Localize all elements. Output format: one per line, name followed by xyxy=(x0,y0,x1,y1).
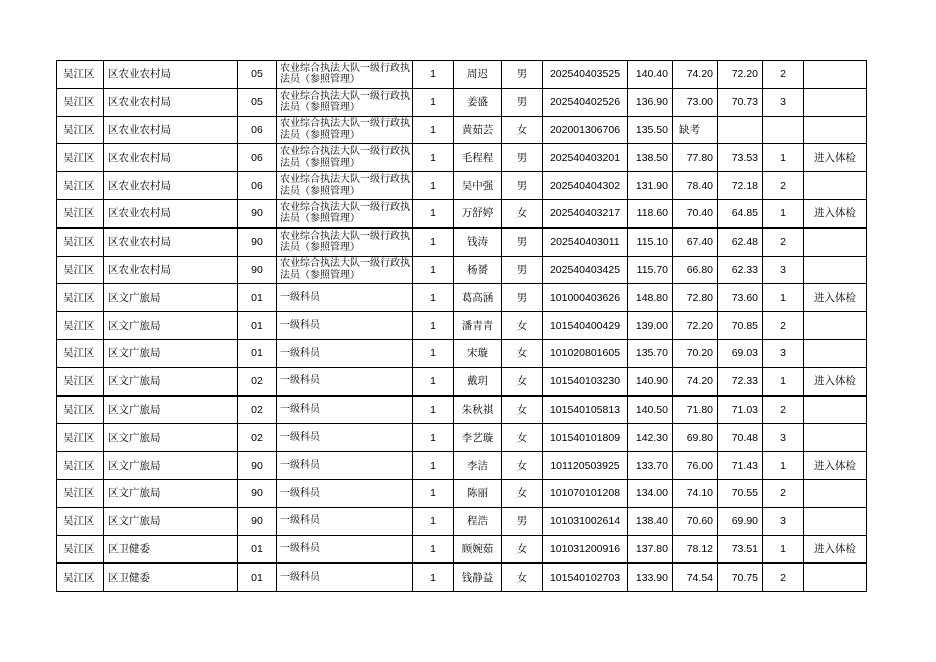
department-cell: 区卫健委 xyxy=(104,563,238,591)
remark-cell xyxy=(804,424,867,452)
hire-count-cell: 1 xyxy=(413,312,454,340)
written-score-cell: 138.50 xyxy=(628,144,673,172)
remark-cell xyxy=(804,507,867,535)
remark-cell: 进入体检 xyxy=(804,452,867,480)
table-row xyxy=(57,172,867,200)
district-cell: 吴江区 xyxy=(57,312,104,340)
candidate-name-cell: 葛高涵 xyxy=(454,284,502,312)
hire-count-cell: 1 xyxy=(413,199,454,227)
table-row xyxy=(57,312,867,340)
written-score-cell: 134.00 xyxy=(628,479,673,507)
exam-id-cell: 101031002614 xyxy=(543,507,628,535)
position-name-cell: 一级科员 xyxy=(277,367,413,395)
remark-cell xyxy=(804,563,867,591)
district-cell: 吴江区 xyxy=(57,535,104,563)
exam-id-cell: 101000403626 xyxy=(543,284,628,312)
department-cell: 区文广旅局 xyxy=(104,284,238,312)
department-cell: 区文广旅局 xyxy=(104,367,238,395)
department-cell: 区农业农村局 xyxy=(104,144,238,172)
gender-cell: 男 xyxy=(502,256,543,284)
total-score-cell: 72.18 xyxy=(718,172,763,200)
position-code-cell: 01 xyxy=(238,312,277,340)
interview-score-cell: 70.20 xyxy=(673,339,718,367)
table-row xyxy=(57,535,867,563)
remark-cell xyxy=(804,61,867,89)
gender-cell: 男 xyxy=(502,61,543,89)
interview-score-cell: 66.80 xyxy=(673,256,718,284)
remark-cell xyxy=(804,339,867,367)
position-name-cell: 一级科员 xyxy=(277,563,413,591)
gender-cell: 男 xyxy=(502,172,543,200)
rank-cell: 2 xyxy=(763,396,804,424)
rank-cell: 2 xyxy=(763,61,804,89)
district-cell: 吴江区 xyxy=(57,507,104,535)
department-cell: 区文广旅局 xyxy=(104,396,238,424)
candidate-name-cell: 戴玥 xyxy=(454,367,502,395)
position-code-cell: 05 xyxy=(238,88,277,116)
remark-cell: 进入体检 xyxy=(804,535,867,563)
district-cell: 吴江区 xyxy=(57,172,104,200)
exam-id-cell: 101120503925 xyxy=(543,452,628,480)
written-score-cell: 133.70 xyxy=(628,452,673,480)
total-score-cell: 71.43 xyxy=(718,452,763,480)
table-row xyxy=(57,284,867,312)
rank-cell: 2 xyxy=(763,172,804,200)
interview-score-cell: 77.80 xyxy=(673,144,718,172)
remark-cell: 进入体检 xyxy=(804,199,867,227)
interview-score-cell: 71.80 xyxy=(673,396,718,424)
written-score-cell: 140.90 xyxy=(628,367,673,395)
candidate-name-cell: 潘青青 xyxy=(454,312,502,340)
exam-id-cell: 101070101208 xyxy=(543,479,628,507)
written-score-cell: 138.40 xyxy=(628,507,673,535)
gender-cell: 男 xyxy=(502,284,543,312)
position-code-cell: 06 xyxy=(238,116,277,144)
table-row xyxy=(57,144,867,172)
remark-cell xyxy=(804,172,867,200)
department-cell: 区农业农村局 xyxy=(104,172,238,200)
written-score-cell: 131.90 xyxy=(628,172,673,200)
exam-id-cell: 202540403201 xyxy=(543,144,628,172)
department-cell: 区文广旅局 xyxy=(104,452,238,480)
position-name-cell: 一级科员 xyxy=(277,535,413,563)
gender-cell: 女 xyxy=(502,199,543,227)
gender-cell: 女 xyxy=(502,339,543,367)
position-code-cell: 90 xyxy=(238,256,277,284)
position-code-cell: 01 xyxy=(238,535,277,563)
position-code-cell: 02 xyxy=(238,367,277,395)
department-cell: 区卫健委 xyxy=(104,535,238,563)
gender-cell: 女 xyxy=(502,424,543,452)
interview-score-cell: 70.60 xyxy=(673,507,718,535)
district-cell: 吴江区 xyxy=(57,339,104,367)
total-score-cell: 70.48 xyxy=(718,424,763,452)
interview-score-cell: 67.40 xyxy=(673,228,718,256)
table-row xyxy=(57,116,867,144)
gender-cell: 男 xyxy=(502,144,543,172)
total-score-cell: 73.53 xyxy=(718,144,763,172)
written-score-cell: 139.00 xyxy=(628,312,673,340)
rank-cell: 1 xyxy=(763,144,804,172)
exam-id-cell: 101031200916 xyxy=(543,535,628,563)
exam-id-cell: 101540400429 xyxy=(543,312,628,340)
rank-cell: 1 xyxy=(763,367,804,395)
table-row xyxy=(57,452,867,480)
position-name-cell: 一级科员 xyxy=(277,312,413,340)
position-name-cell: 农业综合执法大队一级行政执法员（参照管理） xyxy=(277,116,413,144)
candidate-name-cell: 钱静益 xyxy=(454,563,502,591)
exam-id-cell: 202540402526 xyxy=(543,88,628,116)
interview-score-cell: 74.54 xyxy=(673,563,718,591)
position-code-cell: 01 xyxy=(238,563,277,591)
hire-count-cell: 1 xyxy=(413,61,454,89)
department-cell: 区文广旅局 xyxy=(104,424,238,452)
interview-score-cell: 72.20 xyxy=(673,312,718,340)
position-code-cell: 90 xyxy=(238,452,277,480)
hire-count-cell: 1 xyxy=(413,144,454,172)
total-score-cell: 62.33 xyxy=(718,256,763,284)
table-row xyxy=(57,563,867,591)
remark-cell: 进入体检 xyxy=(804,144,867,172)
hire-count-cell: 1 xyxy=(413,228,454,256)
gender-cell: 女 xyxy=(502,367,543,395)
department-cell: 区文广旅局 xyxy=(104,479,238,507)
department-cell: 区农业农村局 xyxy=(104,228,238,256)
hire-count-cell: 1 xyxy=(413,396,454,424)
district-cell: 吴江区 xyxy=(57,88,104,116)
remark-cell xyxy=(804,396,867,424)
district-cell: 吴江区 xyxy=(57,256,104,284)
department-cell: 区文广旅局 xyxy=(104,339,238,367)
written-score-cell: 137.80 xyxy=(628,535,673,563)
rank-cell: 3 xyxy=(763,256,804,284)
written-score-cell: 118.60 xyxy=(628,199,673,227)
position-code-cell: 02 xyxy=(238,396,277,424)
candidate-name-cell: 姜盛 xyxy=(454,88,502,116)
interview-score-cell: 78.40 xyxy=(673,172,718,200)
remark-cell xyxy=(804,312,867,340)
position-name-cell: 一级科员 xyxy=(277,452,413,480)
rank-cell: 1 xyxy=(763,535,804,563)
position-name-cell: 农业综合执法大队一级行政执法员（参照管理） xyxy=(277,144,413,172)
remark-cell xyxy=(804,479,867,507)
gender-cell: 女 xyxy=(502,535,543,563)
position-name-cell: 农业综合执法大队一级行政执法员（参照管理） xyxy=(277,61,413,89)
exam-id-cell: 101540102703 xyxy=(543,563,628,591)
interview-score-cell: 缺考 xyxy=(673,116,718,144)
gender-cell: 女 xyxy=(502,563,543,591)
rank-cell: 2 xyxy=(763,312,804,340)
interview-score-cell: 74.10 xyxy=(673,479,718,507)
rank-cell: 3 xyxy=(763,424,804,452)
written-score-cell: 136.90 xyxy=(628,88,673,116)
remark-cell xyxy=(804,228,867,256)
rank-cell: 3 xyxy=(763,507,804,535)
position-name-cell: 农业综合执法大队一级行政执法员（参照管理） xyxy=(277,199,413,227)
gender-cell: 女 xyxy=(502,479,543,507)
written-score-cell: 140.50 xyxy=(628,396,673,424)
hire-count-cell: 1 xyxy=(413,424,454,452)
hire-count-cell: 1 xyxy=(413,563,454,591)
table-row xyxy=(57,339,867,367)
table-row xyxy=(57,88,867,116)
position-code-cell: 02 xyxy=(238,424,277,452)
candidate-name-cell: 吴中强 xyxy=(454,172,502,200)
remark-cell xyxy=(804,256,867,284)
gender-cell: 男 xyxy=(502,228,543,256)
department-cell: 区文广旅局 xyxy=(104,507,238,535)
position-code-cell: 06 xyxy=(238,172,277,200)
district-cell: 吴江区 xyxy=(57,199,104,227)
gender-cell: 男 xyxy=(502,507,543,535)
interview-score-cell: 70.40 xyxy=(673,199,718,227)
hire-count-cell: 1 xyxy=(413,116,454,144)
rank-cell: 3 xyxy=(763,339,804,367)
position-code-cell: 06 xyxy=(238,144,277,172)
department-cell: 区农业农村局 xyxy=(104,199,238,227)
district-cell: 吴江区 xyxy=(57,228,104,256)
table-row xyxy=(57,367,867,395)
position-code-cell: 90 xyxy=(238,228,277,256)
hire-count-cell: 1 xyxy=(413,452,454,480)
candidate-name-cell: 杨赟 xyxy=(454,256,502,284)
results-table xyxy=(56,60,867,592)
written-score-cell: 115.10 xyxy=(628,228,673,256)
candidate-name-cell: 李洁 xyxy=(454,452,502,480)
written-score-cell: 115.70 xyxy=(628,256,673,284)
rank-cell: 1 xyxy=(763,284,804,312)
candidate-name-cell: 万舒婷 xyxy=(454,199,502,227)
candidate-name-cell: 周迟 xyxy=(454,61,502,89)
department-cell: 区文广旅局 xyxy=(104,312,238,340)
department-cell: 区农业农村局 xyxy=(104,116,238,144)
hire-count-cell: 1 xyxy=(413,88,454,116)
district-cell: 吴江区 xyxy=(57,479,104,507)
exam-id-cell: 101020801605 xyxy=(543,339,628,367)
gender-cell: 女 xyxy=(502,396,543,424)
total-score-cell: 73.51 xyxy=(718,535,763,563)
district-cell: 吴江区 xyxy=(57,116,104,144)
position-code-cell: 90 xyxy=(238,507,277,535)
total-score-cell: 72.33 xyxy=(718,367,763,395)
district-cell: 吴江区 xyxy=(57,424,104,452)
exam-id-cell: 202540403525 xyxy=(543,61,628,89)
position-name-cell: 农业综合执法大队一级行政执法员（参照管理） xyxy=(277,228,413,256)
remark-cell xyxy=(804,88,867,116)
remark-cell xyxy=(804,116,867,144)
position-name-cell: 农业综合执法大队一级行政执法员（参照管理） xyxy=(277,256,413,284)
table-row xyxy=(57,228,867,256)
rank-cell: 1 xyxy=(763,452,804,480)
total-score-cell: 70.55 xyxy=(718,479,763,507)
interview-score-cell: 73.00 xyxy=(673,88,718,116)
total-score-cell: 71.03 xyxy=(718,396,763,424)
total-score-cell: 69.90 xyxy=(718,507,763,535)
hire-count-cell: 1 xyxy=(413,339,454,367)
hire-count-cell: 1 xyxy=(413,507,454,535)
written-score-cell: 148.80 xyxy=(628,284,673,312)
position-code-cell: 01 xyxy=(238,284,277,312)
district-cell: 吴江区 xyxy=(57,367,104,395)
table-row xyxy=(57,479,867,507)
gender-cell: 女 xyxy=(502,312,543,340)
exam-id-cell: 202540404302 xyxy=(543,172,628,200)
rank-cell: 3 xyxy=(763,88,804,116)
candidate-name-cell: 李艺璇 xyxy=(454,424,502,452)
interview-score-cell: 74.20 xyxy=(673,61,718,89)
written-score-cell: 135.70 xyxy=(628,339,673,367)
table-row xyxy=(57,424,867,452)
written-score-cell: 133.90 xyxy=(628,563,673,591)
position-name-cell: 农业综合执法大队一级行政执法员（参照管理） xyxy=(277,172,413,200)
exam-id-cell: 101540101809 xyxy=(543,424,628,452)
gender-cell: 女 xyxy=(502,116,543,144)
table-row xyxy=(57,256,867,284)
hire-count-cell: 1 xyxy=(413,535,454,563)
total-score-cell: 70.75 xyxy=(718,563,763,591)
position-code-cell: 90 xyxy=(238,199,277,227)
exam-id-cell: 202540403011 xyxy=(543,228,628,256)
district-cell: 吴江区 xyxy=(57,284,104,312)
position-code-cell: 05 xyxy=(238,61,277,89)
position-name-cell: 一级科员 xyxy=(277,424,413,452)
hire-count-cell: 1 xyxy=(413,172,454,200)
total-score-cell: 72.20 xyxy=(718,61,763,89)
candidate-name-cell: 毛程程 xyxy=(454,144,502,172)
candidate-name-cell: 朱秋祺 xyxy=(454,396,502,424)
position-name-cell: 一级科员 xyxy=(277,284,413,312)
remark-cell: 进入体检 xyxy=(804,284,867,312)
interview-score-cell: 76.00 xyxy=(673,452,718,480)
written-score-cell: 135.50 xyxy=(628,116,673,144)
total-score-cell xyxy=(718,116,763,144)
position-name-cell: 一级科员 xyxy=(277,396,413,424)
total-score-cell: 62.48 xyxy=(718,228,763,256)
table-row xyxy=(57,199,867,227)
total-score-cell: 64.85 xyxy=(718,199,763,227)
gender-cell: 女 xyxy=(502,452,543,480)
interview-score-cell: 72.80 xyxy=(673,284,718,312)
written-score-cell: 140.40 xyxy=(628,61,673,89)
hire-count-cell: 1 xyxy=(413,367,454,395)
rank-cell: 2 xyxy=(763,563,804,591)
table-body xyxy=(57,61,867,592)
district-cell: 吴江区 xyxy=(57,563,104,591)
remark-cell: 进入体检 xyxy=(804,367,867,395)
candidate-name-cell: 顾婉茹 xyxy=(454,535,502,563)
rank-cell xyxy=(763,116,804,144)
department-cell: 区农业农村局 xyxy=(104,61,238,89)
district-cell: 吴江区 xyxy=(57,61,104,89)
gender-cell: 男 xyxy=(502,88,543,116)
hire-count-cell: 1 xyxy=(413,479,454,507)
rank-cell: 2 xyxy=(763,479,804,507)
hire-count-cell: 1 xyxy=(413,284,454,312)
exam-id-cell: 101540103230 xyxy=(543,367,628,395)
position-name-cell: 一级科员 xyxy=(277,339,413,367)
candidate-name-cell: 宋璇 xyxy=(454,339,502,367)
total-score-cell: 73.60 xyxy=(718,284,763,312)
table-row xyxy=(57,507,867,535)
district-cell: 吴江区 xyxy=(57,452,104,480)
rank-cell: 2 xyxy=(763,228,804,256)
position-code-cell: 90 xyxy=(238,479,277,507)
candidate-name-cell: 程浩 xyxy=(454,507,502,535)
department-cell: 区农业农村局 xyxy=(104,256,238,284)
table-row xyxy=(57,61,867,89)
exam-id-cell: 202001306706 xyxy=(543,116,628,144)
candidate-name-cell: 钱涛 xyxy=(454,228,502,256)
exam-id-cell: 202540403217 xyxy=(543,199,628,227)
interview-score-cell: 74.20 xyxy=(673,367,718,395)
interview-score-cell: 69.80 xyxy=(673,424,718,452)
exam-id-cell: 202540403425 xyxy=(543,256,628,284)
position-name-cell: 一级科员 xyxy=(277,507,413,535)
interview-score-cell: 78.12 xyxy=(673,535,718,563)
district-cell: 吴江区 xyxy=(57,144,104,172)
rank-cell: 1 xyxy=(763,199,804,227)
candidate-name-cell: 黄茹芸 xyxy=(454,116,502,144)
total-score-cell: 70.73 xyxy=(718,88,763,116)
position-name-cell: 农业综合执法大队一级行政执法员（参照管理） xyxy=(277,88,413,116)
exam-id-cell: 101540105813 xyxy=(543,396,628,424)
written-score-cell: 142.30 xyxy=(628,424,673,452)
district-cell: 吴江区 xyxy=(57,396,104,424)
hire-count-cell: 1 xyxy=(413,256,454,284)
total-score-cell: 70.85 xyxy=(718,312,763,340)
candidate-name-cell: 陈丽 xyxy=(454,479,502,507)
department-cell: 区农业农村局 xyxy=(104,88,238,116)
position-code-cell: 01 xyxy=(238,339,277,367)
position-name-cell: 一级科员 xyxy=(277,479,413,507)
table-row xyxy=(57,396,867,424)
total-score-cell: 69.03 xyxy=(718,339,763,367)
